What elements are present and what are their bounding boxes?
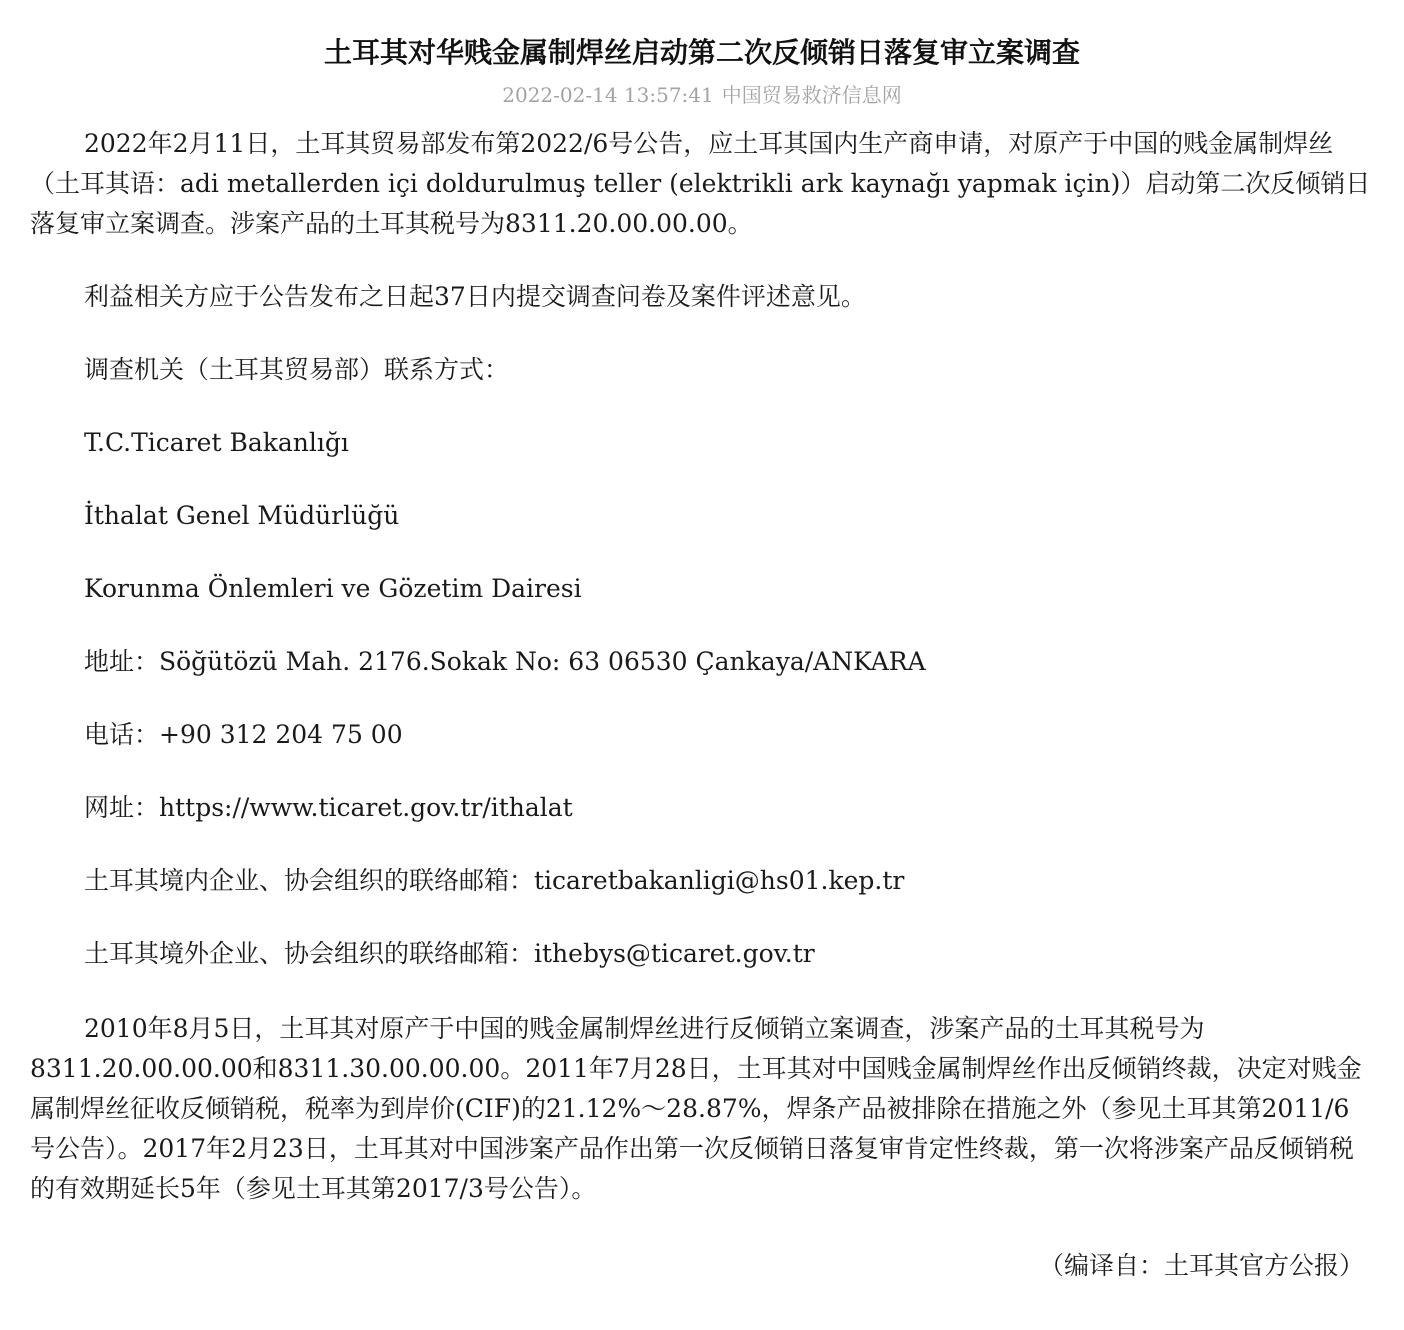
article-title: 土耳其对华贱金属制焊丝启动第二次反倾销日落复审立案调查	[323, 36, 1080, 69]
paragraph-website: 网址：https://www.ticaret.gov.tr/ithalat	[84, 793, 573, 822]
paragraph-directorate: İthalat Genel Müdürlüğü	[84, 501, 400, 530]
paragraph-history: 2010年8月5日，土耳其对原产于中国的贱金属制焊丝进行反倾销立案调查，涉案产品的土耳其税号为8311.20.00.00.00和8311.30.00.00.00。2011年7月28日，土耳其对中国贱金属制焊丝作出反倾销终裁，决定对贱金属制焊丝征收反倾销税，税率为到岸价(CIF)的21.12%～28.87%，焊条产品被排除在措施之外（参见土耳其第2011/6号公告）。2017年2月23日，土耳其对中国涉案产品作出第一次反倾销日落复审肯定性终裁，第一次将涉案产品反倾销税的有效期延长5年（参见土耳其第2017/3号公告）。	[30, 1014, 1362, 1203]
paragraph-announcement: 2022年2月11日，土耳其贸易部发布第2022/6号公告，应土耳其国内生产商申请，对原产于中国的贱金属制焊丝（土耳其语：adi metallerden içi doldurulmuş teller (elektrikli ark kaynağı yapmak için)）启动第二次反倾销日落复审立案调查。涉案产品的土耳其税号为8311.20.00.00.00。	[30, 129, 1371, 238]
publish-datetime: 2022-02-14 13:57:41	[502, 83, 714, 107]
paragraph-department: Korunma Önlemleri ve Gözetim Dairesi	[84, 574, 582, 603]
paragraph-deadline: 利益相关方应于公告发布之日起37日内提交调查问卷及案件评述意见。	[84, 282, 866, 311]
source-link[interactable]: 中国贸易救济信息网	[721, 83, 902, 107]
paragraph-phone: 电话：+90 312 204 75 00	[84, 720, 403, 749]
source-note: （编译自：土耳其官方公报）	[1038, 1251, 1364, 1280]
paragraph-ministry-name: T.C.Ticaret Bakanlığı	[84, 428, 349, 457]
paragraph-address: 地址：Söğütözü Mah. 2176.Sokak No: 63 06530 Çankaya/ANKARA	[84, 647, 926, 676]
article-meta	[30, 81, 1374, 109]
paragraph-domestic-email: 土耳其境内企业、协会组织的联络邮箱：ticaretbakanligi@hs01.kep.tr	[84, 866, 905, 895]
paragraph-contact-heading: 调查机关（土耳其贸易部）联系方式：	[84, 355, 510, 384]
paragraph-foreign-email: 土耳其境外企业、协会组织的联络邮箱：ithebys@ticaret.gov.tr	[84, 939, 815, 968]
